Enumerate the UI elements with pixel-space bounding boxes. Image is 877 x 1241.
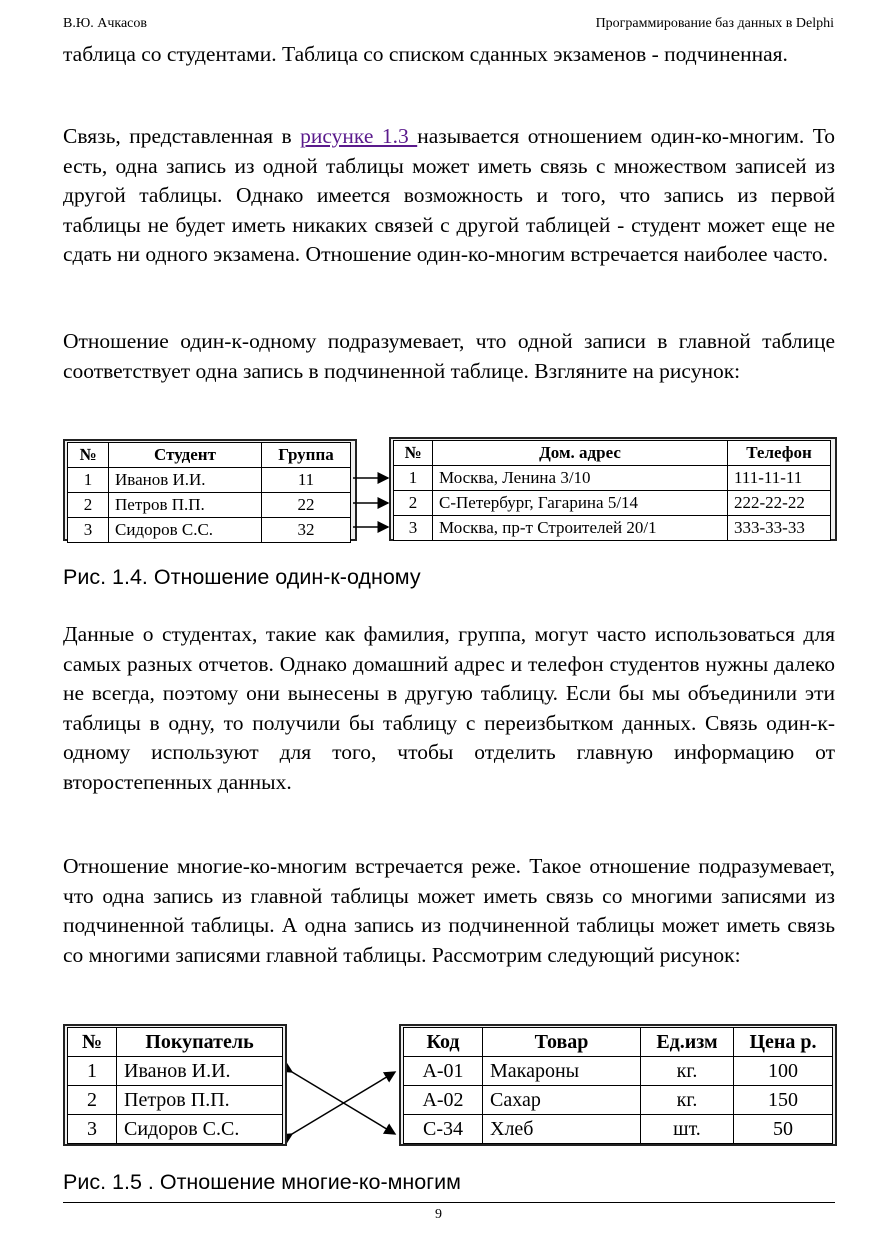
table-cell: А-01	[404, 1057, 483, 1086]
table-cell: Москва, пр-т Строителей 20/1	[433, 516, 728, 541]
table-cell: Иванов И.И.	[117, 1057, 283, 1086]
column-header: Ед.изм	[641, 1028, 734, 1057]
table-cell: Хлеб	[483, 1115, 641, 1144]
table-cell: 150	[734, 1086, 833, 1115]
table-cell: Сахар	[483, 1086, 641, 1115]
column-header: Код	[404, 1028, 483, 1057]
table-row	[404, 1115, 833, 1144]
table-row	[68, 1115, 283, 1144]
table-cell: 50	[734, 1115, 833, 1144]
table-cell: шт.	[641, 1115, 734, 1144]
table-cell: 100	[734, 1057, 833, 1086]
table-cell: 32	[262, 518, 351, 543]
table-cell: Сидоров С.С.	[117, 1115, 283, 1144]
table-cell: 22	[262, 493, 351, 518]
table-cell: 2	[394, 491, 433, 516]
table-cell: 1	[68, 1057, 117, 1086]
column-header: Товар	[483, 1028, 641, 1057]
footer-divider	[63, 1202, 835, 1203]
table-row	[68, 1057, 283, 1086]
column-header: Покупатель	[117, 1028, 283, 1057]
table-cell: Макароны	[483, 1057, 641, 1086]
table-cell: кг.	[641, 1086, 734, 1115]
running-header-title: Программирование баз данных в Delphi	[595, 16, 834, 31]
table-header-row	[404, 1028, 833, 1057]
table-cell: А-02	[404, 1086, 483, 1115]
paragraph-one-to-one: Отношение один-к-одному подразумевает, что одной записи в главной таблице соответствует одна запись в подчиненной таблице. Взгляните на рисунок:	[63, 329, 835, 383]
table-cell: 111-11-11	[728, 466, 831, 491]
table-cell: Петров П.П.	[117, 1086, 283, 1115]
table-cell: 1	[394, 466, 433, 491]
column-header: Студент	[109, 443, 262, 468]
paragraph-many-to-many: Отношение многие-ко-многим встречается реже. Такое отношение подразумевает, что одна запись из главной таблицы может иметь связь со многими записями из подчиненной таблицы. А одна запись из подчиненной таблицы может иметь связь со многими записями главной таблицы. Рассмотрим следующий рисунок:	[63, 854, 835, 967]
running-header-author: В.Ю. Ачкасов	[63, 16, 148, 31]
table-cell: С-34	[404, 1115, 483, 1144]
column-header: №	[394, 441, 433, 466]
paragraph-text: Связь, представленная в	[63, 124, 301, 148]
table-header-row	[68, 1028, 283, 1057]
table-cell: Петров П.П.	[109, 493, 262, 518]
figure-1-3-link[interactable]: рисунке 1.3	[300, 124, 418, 148]
table-cell: Сидоров С.С.	[109, 518, 262, 543]
column-header: Группа	[262, 443, 351, 468]
column-header: Цена р.	[734, 1028, 833, 1057]
page-number: 9	[435, 1207, 442, 1222]
table-cell: кг.	[641, 1057, 734, 1086]
table-cell: 2	[68, 493, 109, 518]
figure-1-5-caption: Рис. 1.5 . Отношение многие-ко-многим	[63, 1170, 461, 1194]
column-header: №	[68, 1028, 117, 1057]
table-cell: 2	[68, 1086, 117, 1115]
table-cell: 3	[68, 518, 109, 543]
column-header: №	[68, 443, 109, 468]
figure-1-5-right-table	[403, 1027, 833, 1144]
paragraph-continuation: таблица со студентами. Таблица со списком сданных экзаменов - подчиненная.	[63, 42, 788, 66]
table-row	[68, 1086, 283, 1115]
table-cell: 3	[68, 1115, 117, 1144]
table-cell: 222-22-22	[728, 491, 831, 516]
column-header: Дом. адрес	[433, 441, 728, 466]
table-cell: Иванов И.И.	[109, 468, 262, 493]
table-cell: 333-33-33	[728, 516, 831, 541]
table-cell: 3	[394, 516, 433, 541]
paragraph-explanation: Данные о студентах, такие как фамилия, группа, могут часто использоваться для самых разных отчетов. Однако домашний адрес и телефон студентов нужны далеко не всегда, поэтому они вынесены в другую таблицу. Если бы мы объединили эти таблицы в одну, то получили бы таблицу с переизбытком данных. Связь один-к-одному используют для того, чтобы отделить главную информацию от второстепенных данных.	[63, 622, 835, 794]
figure-1-5-left-table	[67, 1027, 283, 1144]
table-cell: 1	[68, 468, 109, 493]
table-cell: 11	[262, 468, 351, 493]
column-header: Телефон	[728, 441, 831, 466]
figure-1-4-caption: Рис. 1.4. Отношение один-к-одному	[63, 565, 421, 589]
table-cell: Москва, Ленина 3/10	[433, 466, 728, 491]
table-row	[404, 1086, 833, 1115]
paragraph-text: называется отношением один-ко-многим. То есть, одна запись из одной таблицы может иметь связь с множеством записей из другой таблицы. Однако имеется возможность и того, что запись из первой таблицы не будет иметь никаких связей с другой таблицей - студент может еще не сдать ни одного экзамена. Отношение один-ко-многим встречается наиболее часто.	[63, 124, 835, 266]
table-row	[404, 1057, 833, 1086]
table-cell: С-Петербург, Гагарина 5/14	[433, 491, 728, 516]
